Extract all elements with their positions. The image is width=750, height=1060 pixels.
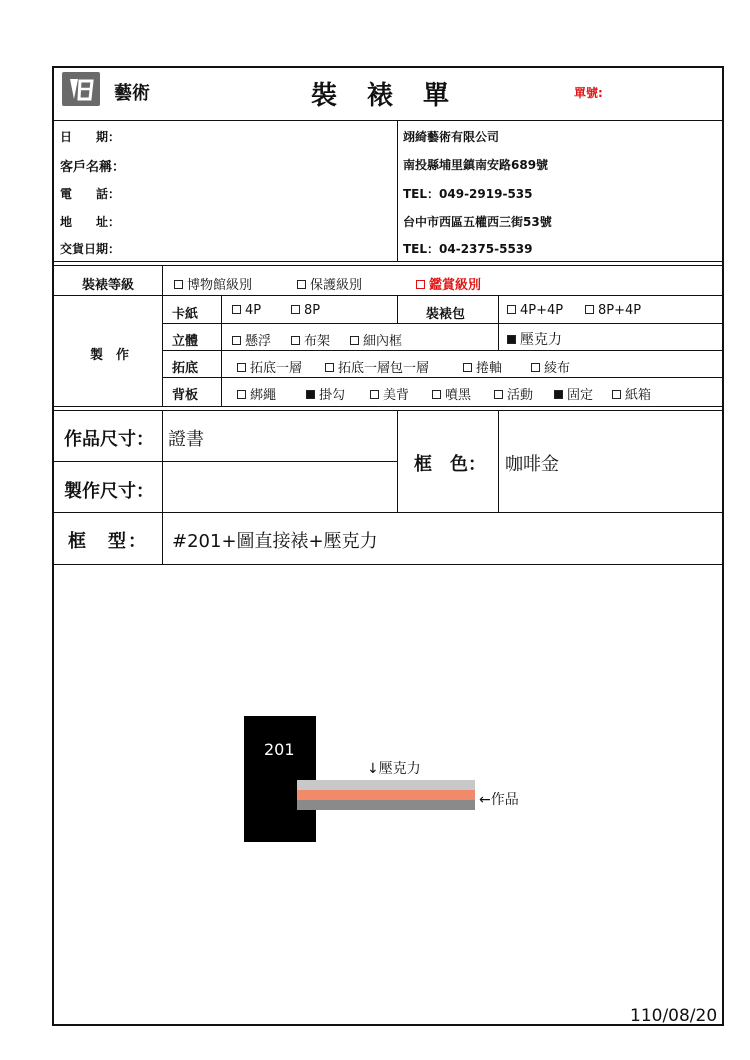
acrylic-callout: ↓壓克力 <box>367 761 421 777</box>
work-size-value: 證書 <box>168 429 204 450</box>
form-title: 裝 裱 單 <box>311 81 452 111</box>
checkbox-icon <box>350 336 359 345</box>
company-logo <box>62 72 100 106</box>
client-label: 客戶名稱： <box>60 160 126 175</box>
make-size-label: 製作尺寸： <box>64 481 154 502</box>
phone-label: 電 話： <box>60 187 121 201</box>
frame-type-value: #201+圖直接裱+壓克力 <box>172 531 378 552</box>
bag-option-4p4p[interactable]: 4P+4P <box>507 303 563 318</box>
checkbox-icon <box>585 305 594 314</box>
address-2: 台中市西區五權西三街53號 <box>403 215 552 229</box>
footer-date: 110/08/20 <box>630 1006 718 1026</box>
checkbox-icon <box>494 390 503 399</box>
checkbox-icon <box>232 336 241 345</box>
checkbox-icon <box>291 336 300 345</box>
checkbox-icon <box>416 280 425 289</box>
checkbox-icon <box>297 280 306 289</box>
grade-option-museum[interactable]: 博物館級別 <box>174 274 252 293</box>
backboard-option-back[interactable]: 美背 <box>370 384 409 403</box>
backboard-option-fixed[interactable]: 固定 <box>554 384 593 403</box>
checkbox-checked-icon <box>507 335 516 344</box>
card-option-4p[interactable]: 4P <box>232 303 261 318</box>
make-row-card-label: 卡紙 <box>172 307 199 322</box>
frame-profile-block <box>244 716 316 842</box>
backboard-option-rope[interactable]: 綁繩 <box>237 384 276 403</box>
backboard-option-movable[interactable]: 活動 <box>494 384 533 403</box>
backboard-option-black[interactable]: 噴黑 <box>432 384 471 403</box>
acrylic-layer <box>297 780 475 790</box>
brand-name: 藝術 <box>114 83 150 104</box>
checkbox-icon <box>325 363 334 372</box>
checkbox-icon <box>531 363 540 372</box>
work-size-label: 作品尺寸： <box>64 429 154 450</box>
backboard-option-box[interactable]: 紙箱 <box>612 384 651 403</box>
tel-2: TEL：04-2375-5539 <box>403 242 533 256</box>
checkbox-icon <box>291 305 300 314</box>
checkbox-icon <box>507 305 516 314</box>
artwork-layer <box>297 790 475 800</box>
date-label: 日 期： <box>60 130 121 144</box>
company-name: 翊綺藝術有限公司 <box>403 130 500 144</box>
logo-mark-icon <box>66 75 96 103</box>
3d-option-inner-frame[interactable]: 細內框 <box>350 330 402 349</box>
rubbing-option-wrap[interactable]: 拓底一層包一層 <box>325 357 429 376</box>
backboard-option-hook[interactable]: 掛勾 <box>306 384 345 403</box>
make-row-backboard-label: 背板 <box>172 388 199 403</box>
make-row-3d-label: 立體 <box>172 334 199 349</box>
frame-code-label: 201 <box>264 740 295 759</box>
acrylic-option[interactable]: 壓克力 <box>507 329 562 349</box>
rubbing-option-scroll[interactable]: 捲軸 <box>463 357 502 376</box>
artwork-callout: ←作品 <box>479 792 519 808</box>
grade-option-protection[interactable]: 保護級別 <box>297 274 362 293</box>
order-number-label: 單號: <box>574 86 603 100</box>
frame-color-label: 框 色： <box>414 454 486 475</box>
checkbox-icon <box>232 305 241 314</box>
mounting-bag-label: 裝裱包 <box>426 307 466 322</box>
checkbox-icon <box>612 390 621 399</box>
checkbox-icon <box>463 363 472 372</box>
grade-option-appreciation[interactable]: 鑑賞級別 <box>416 274 481 293</box>
order-form <box>52 66 724 1026</box>
make-row-rubbing-label: 拓底 <box>172 361 199 376</box>
address-label: 地 址： <box>60 215 121 229</box>
3d-option-float[interactable]: 懸浮 <box>232 330 271 349</box>
rubbing-option-silk[interactable]: 綾布 <box>531 357 570 376</box>
rubbing-option-one-layer[interactable]: 拓底一層 <box>237 357 302 376</box>
frame-type-label: 框 型： <box>68 531 148 552</box>
address-1: 南投縣埔里鎮南安路689號 <box>403 158 549 172</box>
checkbox-icon <box>174 280 183 289</box>
delivery-date-label: 交貨日期： <box>60 242 121 256</box>
card-option-8p[interactable]: 8P <box>291 303 320 318</box>
checkbox-icon <box>237 363 246 372</box>
checkbox-checked-icon <box>306 390 315 399</box>
make-label: 製 作 <box>90 348 130 363</box>
checkbox-icon <box>432 390 441 399</box>
backboard-layer <box>297 800 475 810</box>
checkbox-icon <box>370 390 379 399</box>
3d-option-cloth-stand[interactable]: 布架 <box>291 330 330 349</box>
checkbox-icon <box>237 390 246 399</box>
checkbox-checked-icon <box>554 390 563 399</box>
tel-1: TEL：049-2919-535 <box>403 187 533 201</box>
bag-option-8p4p[interactable]: 8P+4P <box>585 303 641 318</box>
grade-label: 裝裱等級 <box>82 278 135 293</box>
frame-color-value: 咖啡金 <box>505 454 559 475</box>
